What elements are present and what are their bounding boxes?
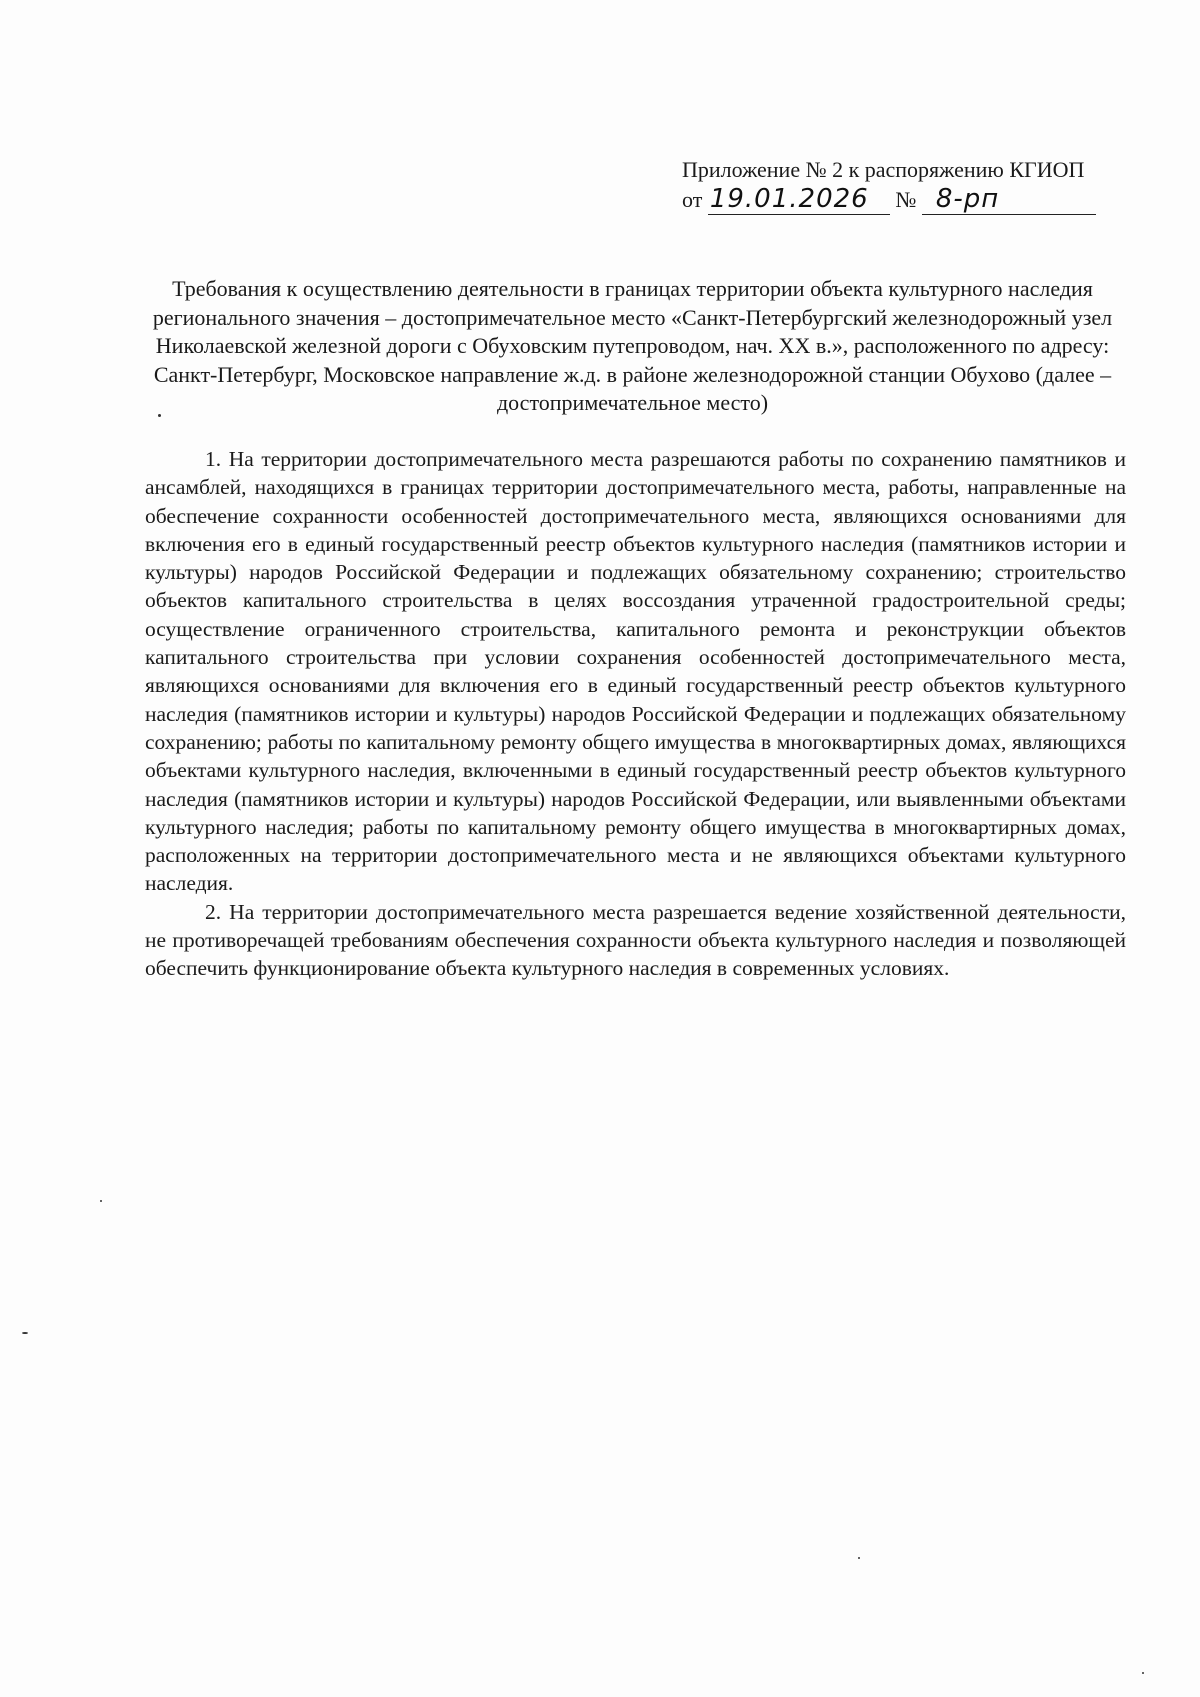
number-prefix: № (895, 187, 917, 212)
scan-speck (1142, 1672, 1144, 1674)
handwritten-number: 8-рп (935, 184, 1000, 214)
handwritten-date: 19.01.2026 (709, 184, 869, 214)
document-title: Требования к осуществлению деятельности в границах территории объекта культурного наследия регионального значения – достопримечательное место «Санкт-Петербургский железнодорожный узел Николаевской железной дороги с Обуховским путепроводом, нач. XX в.», расположенного по адресу: Санкт-Петербург, Московское направление ж.д. в районе железнодорожной станции Обухово (далее – достопримечательное место) (152, 276, 1113, 415)
scan-speck (22, 1332, 28, 1334)
scan-speck (100, 1200, 102, 1202)
document-body (145, 445, 1126, 983)
scan-speck (858, 1557, 860, 1559)
number-field (922, 185, 1096, 215)
appendix-date-number-line (682, 185, 1132, 219)
paragraph-1: 1. На территории достопримечательного места разрешаются работы по сохранению памятников и ансамблей, находящихся в границах территории достопримечательного места, работы, направленные на обеспечение сохранности особенностей достопримечательного места, являющихся основаниями для включения его в единый государственный реестр объектов культурного наследия (памятников истории и культуры) народов Российской Федерации и подлежащих обязательному сохранению; строительство объектов капитального строительства в целях воссоздания утраченной градостроительной среды; осуществление ограниченного строительства, капитального ремонта и реконструкции объектов капитального строительства при условии сохранения особенностей достопримечательного места, являющихся основаниями для включения его в единый государственный реестр объектов культурного наследия (памятников истории и культуры) народов Российской Федерации и подлежащих обязательному сохранению; работы по капитальному ремонту общего имущества в многоквартирных домах, являющихся объектами культурного наследия, включенными в единый государственный реестр объектов культурного наследия (памятников истории и культуры) народов Российской Федерации, или выявленными объектами культурного наследия; работы по капитальному ремонту общего имущества в многоквартирных домах, расположенных на территории достопримечательного места и не являющихся объектами культурного наследия. (145, 447, 1126, 896)
date-field (708, 185, 890, 215)
scan-speck (158, 414, 161, 417)
date-prefix: от (682, 187, 703, 212)
appendix-header (682, 155, 1132, 219)
paragraph-2: 2. На территории достопримечательного места разрешается ведение хозяйственной деятельности, не противоречащей требованиям обеспечения сохранности объекта культурного наследия и позволяющей обеспечить функционирование объекта культурного наследия в современных условиях. (145, 899, 1126, 981)
appendix-title: Приложение № 2 к распоряжению КГИОП (682, 157, 1085, 182)
